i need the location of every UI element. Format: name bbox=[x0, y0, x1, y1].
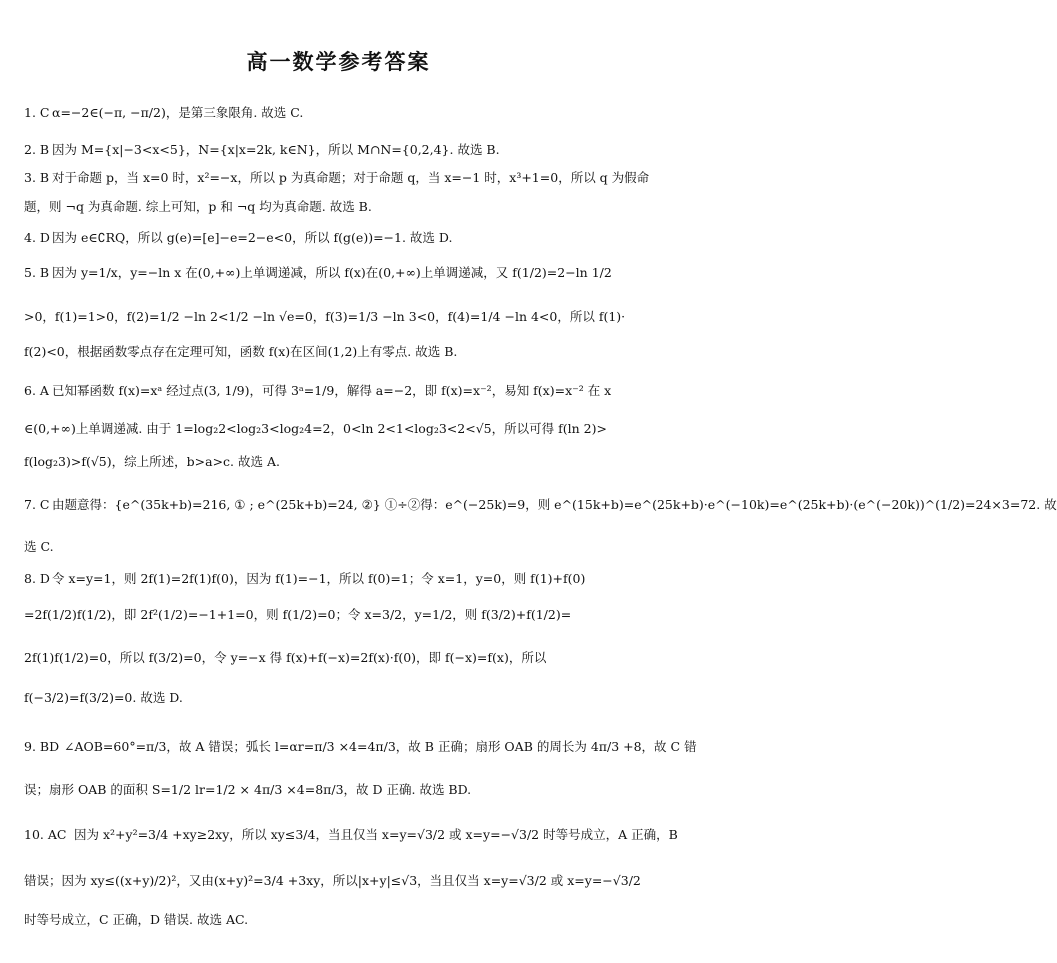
answer-text: 因为 y=1/x，y=−ln x 在(0,+∞)上单调递减，所以 f(x)在(0,+∞)上单调递减，又 f(1/2)=2−ln 1/2 bbox=[52, 265, 612, 280]
answer-line-q6-cont2 bbox=[24, 454, 654, 470]
answer-text: 因为 M={x|−3<x<5}，N={x|x=2k, k∈N}，所以 M∩N={0,2,4}. 故选 B. bbox=[52, 142, 500, 157]
answer-text: 时等号成立，C 正确，D 错误. 故选 AC. bbox=[24, 912, 249, 927]
answer-line-q8-cont2 bbox=[24, 650, 654, 666]
answer-line-q8-cont1 bbox=[24, 607, 654, 623]
answer-text: f(−3/2)=f(3/2)=0. 故选 D. bbox=[24, 690, 183, 705]
answer-line-q5 bbox=[24, 265, 654, 281]
answer-text: ∈(0,+∞)上单调递减. 由于 1=log₂2<log₂3<log₂4=2，0<ln 2<1<log₂3<2<√5，所以可得 f(ln 2)> bbox=[24, 421, 607, 436]
answer-line-q9 bbox=[24, 739, 697, 755]
answer-text: f(2)<0，根据函数零点存在定理可知，函数 f(x)在区间(1,2)上有零点. 故选 B. bbox=[24, 344, 458, 359]
answer-line-q7-cont bbox=[24, 539, 654, 555]
answer-line-q6-cont1 bbox=[24, 421, 654, 437]
answer-text: 错误；因为 xy≤((x+y)/2)²，又由(x+y)²=3/4 +3xy，所以|x+y|≤√3，当且仅当 x=y=√3/2 或 x=y=−√3/2 bbox=[24, 873, 641, 888]
answer-text: =2f(1/2)f(1/2)，即 2f²(1/2)=−1+1=0，则 f(1/2)=0；令 x=3/2，y=1/2，则 f(3/2)+f(1/2)= bbox=[24, 607, 572, 622]
question-number: 8. D bbox=[24, 571, 50, 586]
answer-text: 因为 e∈∁RQ，所以 g(e)=[e]−e=2−e<0，所以 f(g(e))=−1. 故选 D. bbox=[52, 230, 453, 245]
answer-line-q1 bbox=[24, 105, 654, 121]
question-number: 2. B bbox=[24, 142, 50, 157]
answer-line-q10 bbox=[24, 827, 678, 843]
question-number: 5. B bbox=[24, 265, 50, 280]
answer-text: ∠AOB=60°=π/3，故 A 错误；弧长 l=αr=π/3 ×4=4π/3，故 B 正确；扇形 OAB 的周长为 4π/3 +8，故 C 错 bbox=[64, 739, 697, 754]
answer-line-q5-cont2 bbox=[24, 344, 654, 360]
answer-text: 因为 x²+y²=3/4 +xy≥2xy，所以 xy≤3/4，当且仅当 x=y=√3/2 或 x=y=−√3/2 时等号成立，A 正确，B bbox=[74, 827, 678, 842]
answer-line-q3-cont bbox=[24, 199, 654, 215]
answer-text: 令 x=y=1，则 2f(1)=2f(1)f(0)，因为 f(1)=−1，所以 f(0)=1；令 x=1，y=0，则 f(1)+f(0) bbox=[52, 571, 586, 586]
answer-line-q5-cont1 bbox=[24, 309, 654, 325]
answer-line-q8 bbox=[24, 571, 654, 587]
page-title: 高一数学参考答案 bbox=[246, 50, 431, 74]
answer-text: 2f(1)f(1/2)=0，所以 f(3/2)=0，令 y=−x 得 f(x)+f(−x)=2f(x)·f(0)，即 f(−x)=f(x)，所以 bbox=[24, 650, 547, 665]
question-number: 1. C bbox=[24, 105, 50, 120]
answer-text: 由题意得：{e^(35k+b)=216, ① ; e^(25k+b)=24, ②} ①÷②得：e^(−25k)=9，则 e^(15k+b)=e^(25k+b)·e^(−10k)=e^(25k+b)·(e^(−20k))^(1/2)=24×3=72. 故 bbox=[52, 497, 1057, 512]
answer-line-q9-cont bbox=[24, 782, 654, 798]
answer-text: 题，则 ¬q 为真命题. 综上可知，p 和 ¬q 均为真命题. 故选 B. bbox=[24, 199, 372, 214]
answer-line-q8-cont3 bbox=[24, 690, 654, 706]
question-number: 4. D bbox=[24, 230, 50, 245]
answer-line-q2 bbox=[24, 142, 654, 158]
question-number: 9. BD bbox=[24, 739, 60, 754]
question-number: 3. B bbox=[24, 170, 50, 185]
answer-line-q10-cont1 bbox=[24, 873, 654, 889]
answer-text: f(log₂3)>f(√5)，综上所述，b>a>c. 故选 A. bbox=[24, 454, 280, 469]
answer-line-q6 bbox=[24, 383, 654, 399]
answer-text: 误；扇形 OAB 的面积 S=1/2 lr=1/2 × 4π/3 ×4=8π/3，故 D 正确. 故选 BD. bbox=[24, 782, 472, 797]
answer-line-q4 bbox=[24, 230, 654, 246]
answer-text: 已知幂函数 f(x)=xᵃ 经过点(3, 1/9)，可得 3ᵃ=1/9，解得 a=−2，即 f(x)=x⁻²，易知 f(x)=x⁻² 在 x bbox=[52, 383, 612, 398]
question-number: 6. A bbox=[24, 383, 49, 398]
answer-text: α=−2∈(−π, −π/2)，是第三象限角. 故选 C. bbox=[52, 105, 304, 120]
answer-line-q7 bbox=[24, 497, 1057, 513]
answer-text: >0，f(1)=1>0，f(2)=1/2 −ln 2<1/2 −ln √e=0，f(3)=1/3 −ln 3<0，f(4)=1/4 −ln 4<0，所以 f(1)· bbox=[24, 309, 626, 324]
answer-line-q10-cont2 bbox=[24, 912, 654, 928]
answer-text: 对于命题 p，当 x=0 时，x²=−x，所以 p 为真命题；对于命题 q，当 x=−1 时，x³+1=0，所以 q 为假命 bbox=[52, 170, 650, 185]
answer-text: 选 C. bbox=[24, 539, 54, 554]
question-number: 10. AC bbox=[24, 827, 67, 842]
answer-line-q3 bbox=[24, 170, 654, 186]
question-number: 7. C bbox=[24, 497, 50, 512]
